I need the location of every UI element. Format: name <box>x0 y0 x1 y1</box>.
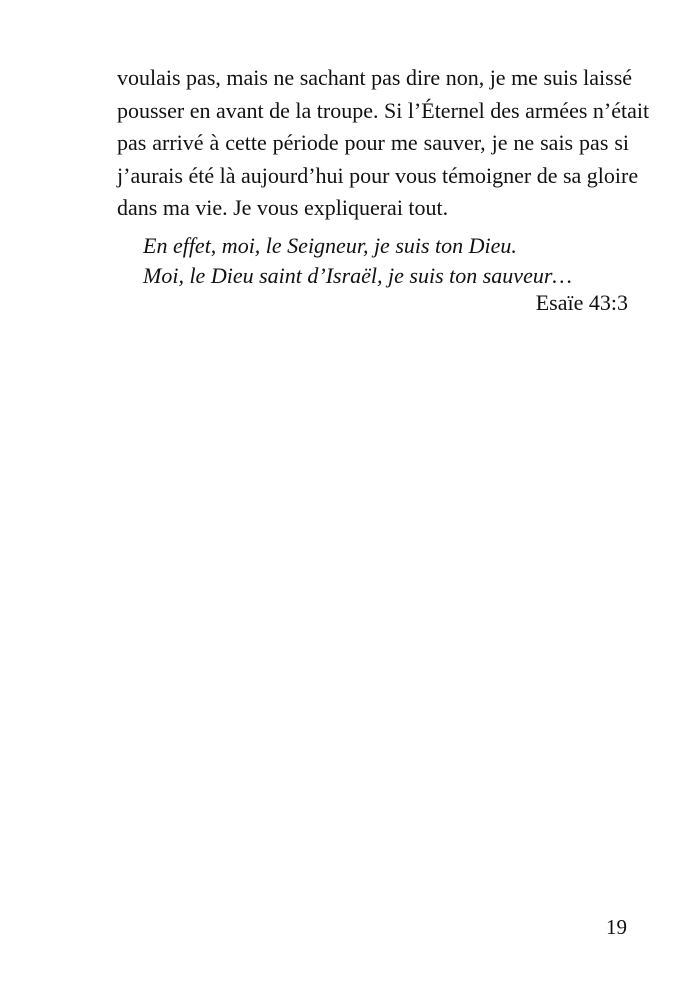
paragraph-line: j’aurais été là aujourd’hui pour vous témoigner de sa gloire <box>117 162 639 188</box>
quote-line: En effet, moi, le Seigneur, je suis ton Dieu. <box>143 233 517 258</box>
paragraph-line: voulais pas, mais ne sachant pas dire non, je me suis laissé <box>117 65 633 90</box>
body-paragraph <box>117 62 650 225</box>
paragraph-line: pas arrivé à cette période pour me sauver, je ne sais pas si <box>117 130 629 155</box>
page-number: 19 <box>606 915 627 939</box>
paragraph-line: pousser en avant de la troupe. Si l’Éternel des armées n’était <box>117 97 650 123</box>
paragraph-line: dans ma vie. Je vous expliquerai tout. <box>117 195 449 220</box>
scripture-reference: Esaïe 43:3 <box>535 290 628 315</box>
quote-line: Moi, le Dieu saint d’Israël, je suis ton sauveur… <box>143 263 572 288</box>
scripture-quote <box>143 231 572 291</box>
